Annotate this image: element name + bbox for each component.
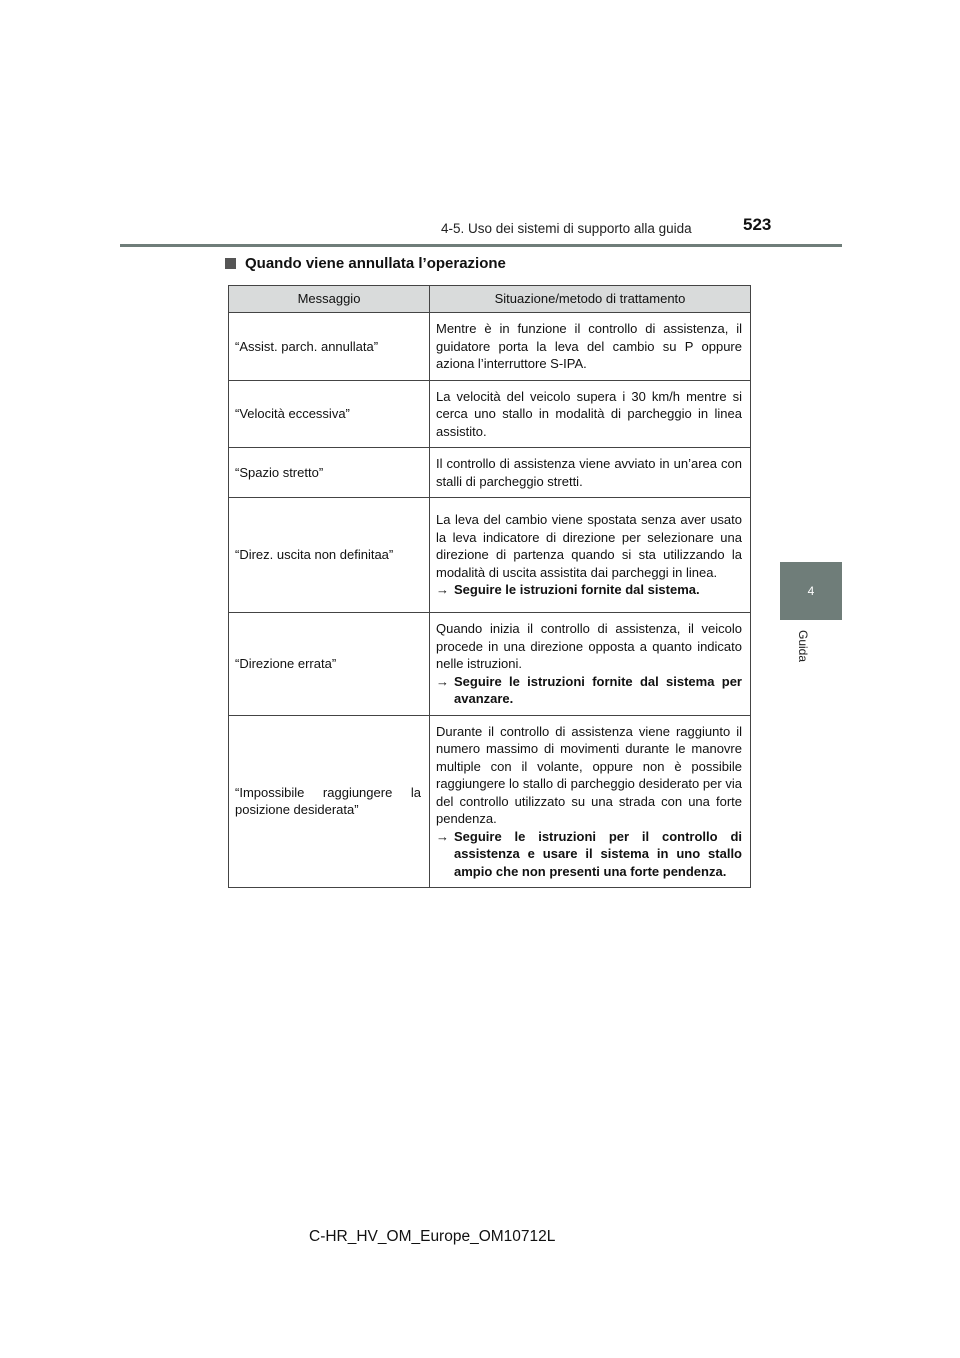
situation-cell xyxy=(430,498,751,613)
chapter-number: 4 xyxy=(807,584,815,598)
column-header-situation: Situazione/metodo di trattamento xyxy=(430,286,751,313)
action-text: Seguire le istruzioni fornite dal sistema per avanzare. xyxy=(454,673,742,706)
situation-cell xyxy=(430,715,751,888)
situation-text: La velocità del veicolo supera i 30 km/h mentre si cerca uno stallo in modalità di parcheggio in linea assistito. xyxy=(436,388,742,439)
action-instruction xyxy=(436,581,742,599)
chapter-label: Guida xyxy=(796,630,810,663)
section-heading-text: Quando viene annullata l’operazione xyxy=(245,255,506,272)
header-rule xyxy=(120,244,842,247)
message-table xyxy=(228,285,751,888)
header-section-title: 4-5. Uso dei sistemi di supporto alla guida xyxy=(441,221,692,236)
arrow-icon: → xyxy=(436,582,449,598)
footer-document-code: C-HR_HV_OM_Europe_OM10712L xyxy=(309,1228,556,1245)
table-row xyxy=(229,613,751,716)
message-cell: “Direzione errata” xyxy=(229,613,430,716)
situation-text: Quando inizia il controllo di assistenza, il veicolo procede in una direzione opposta a quanto indicato nelle istruzioni. xyxy=(436,621,742,671)
table-row xyxy=(229,498,751,613)
action-instruction xyxy=(436,828,742,881)
arrow-icon: → xyxy=(436,673,449,689)
column-header-message: Messaggio xyxy=(229,286,430,313)
action-text: Seguire le istruzioni per il controllo di assistenza e usare il sistema in uno stallo ampio che non presenti una forte pendenza. xyxy=(454,828,742,879)
page-number: 523 xyxy=(743,215,772,234)
table-row xyxy=(229,448,751,498)
situation-cell xyxy=(430,448,751,498)
message-cell: “Assist. parch. annullata” xyxy=(229,313,430,381)
situation-text: La leva del cambio viene spostata senza aver usato la leva indicatore di direzione per selezionare una direzione di partenza quando si sta utilizzando la modalità di uscita assistita dai parcheggi in linea. xyxy=(436,512,742,580)
action-instruction xyxy=(436,673,742,708)
table-row xyxy=(229,380,751,448)
action-text: Seguire le istruzioni fornite dal sistema. xyxy=(454,582,700,598)
arrow-icon: → xyxy=(436,828,449,844)
message-cell: “Velocità eccessiva” xyxy=(229,380,430,448)
situation-cell xyxy=(430,380,751,448)
message-cell: “Impossibile raggiungere la posizione desiderata” xyxy=(229,715,430,888)
situation-cell xyxy=(430,313,751,381)
message-cell: “Spazio stretto” xyxy=(229,448,430,498)
square-bullet-icon xyxy=(225,258,236,269)
situation-cell xyxy=(430,613,751,716)
section-heading xyxy=(225,255,506,272)
message-cell: “Direz. uscita non definitaa” xyxy=(229,498,430,613)
situation-text: Mentre è in funzione il controllo di assistenza, il guidatore porta la leva del cambio su P oppure aziona l’interruttore S-IPA. xyxy=(436,321,742,371)
situation-text: Durante il controllo di assistenza viene raggiunto il numero massimo di movimenti durante le manovre multiple con il volante, oppure non è possibile raggiungere lo stallo di parcheggio desiderato per via del controllo utilizzato su una strada con una forte pendenza. xyxy=(436,723,742,826)
table-row xyxy=(229,313,751,381)
table-header-row xyxy=(229,286,751,313)
table-row xyxy=(229,715,751,888)
situation-text: Il controllo di assistenza viene avviato in un’area con stalli di parcheggio stretti. xyxy=(436,456,742,489)
chapter-tab xyxy=(780,562,842,620)
